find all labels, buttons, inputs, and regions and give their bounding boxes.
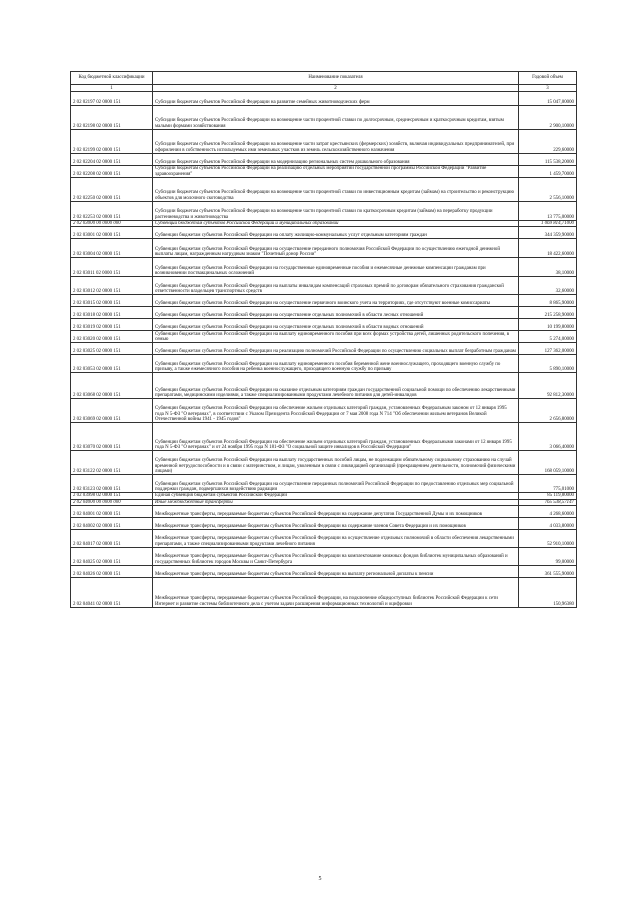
row-name: Субвенции бюджетам субъектов Российской Федерации на обеспечение жильем отдельных категорий граждан, установленных Федеральными законами от 12 января 1995 года N 5-ФЗ "О ветеранах" и от 24 ноября 1995 года N 181-ФЗ "О социальной защите инвалидов в Российской Федерации" (153, 423, 519, 451)
row-name: Межбюджетные трансферты, передаваемые бюджетам субъектов Российской Федерации на комплектование книжных фондов библиотек муниципальных образований и государственных библиотек городов Москвы и Санкт-Петербурга (153, 548, 519, 566)
table-row (71, 373, 577, 399)
row-code: 2 02 02204 02 0000 151 (71, 154, 153, 166)
row-code: 2 02 03070 02 0000 151 (71, 423, 153, 451)
row-code: 2 02 02208 02 0000 151 (71, 166, 153, 178)
row-name: Субсидии бюджетам субъектов Российской Федерации на возмещение части процентной ставки по долгосрочным, среднесрочным и краткосрочным кредитам, взятым малыми формами хозяйствования (153, 106, 519, 130)
header-number-2: 2 (153, 85, 519, 92)
table-row (71, 319, 577, 331)
row-code: 2 02 03001 02 0000 151 (71, 227, 153, 239)
row-amount: 8 865,90000 (519, 295, 577, 307)
table-row (71, 355, 577, 373)
row-amount: 85 119,80000 (519, 493, 577, 499)
table-row (71, 106, 577, 130)
row-code: 2 02 03012 02 0000 151 (71, 277, 153, 295)
table-row (71, 154, 577, 166)
row-code: 2 02 03000 00 0000 000 (71, 221, 153, 227)
table-row (71, 566, 577, 578)
header-number-1: 1 (71, 85, 153, 92)
row-name: Субсидии бюджетам субъектов Российской Федерации на возмещение части затрат крестьянских (фермерских) хозяйств, включая индивидуальных предпринимателей, при оформлении в собственность используемых ими земельных участков из земель сельскохозяйственного назначения (153, 130, 519, 154)
row-name: Межбюджетные трансферты, передаваемые бюджетам субъектов Российской Федерации, на подключение общедоступных библиотек Российской Федерации к сети Интернет и развитие системы библиотечного дела с учетом задачи расширения информационных технологий и оцифровки (153, 578, 519, 608)
row-name: Субсидии бюджетам субъектов Российской Федерации на развитие семейных животноводческих ферм (153, 92, 519, 106)
row-name: Субсидии бюджетам субъектов Российской Федерации на возмещение части процентной ставки по краткосрочным кредитам (займам) на переработку продукции растениеводства и животноводства (153, 202, 519, 221)
row-amount: 344 359,90000 (519, 227, 577, 239)
row-amount: 168 059,10000 (519, 451, 577, 475)
row-name: Субсидии бюджетам субъектов Российской Федерации на модернизацию региональных систем дошкольного образования (153, 154, 519, 166)
row-amount: 92 812,30000 (519, 373, 577, 399)
row-code: 2 02 03122 02 0000 151 (71, 451, 153, 475)
row-amount: 2 656,80000 (519, 399, 577, 423)
row-name: Субвенции бюджетам субъектов Российской Федерации на обеспечение жильем отдельных категорий граждан, установленных Федеральным законом от 12 января 1995 года N 5-ФЗ "О ветеранах", в соответствии с Указом Президента Российской Федерации от 7 мая 2008 года N 714 "Об обеспечении жильем ветеранов Великой Отечественной войны 1941 - 1945 годов" (153, 399, 519, 423)
table-row (71, 92, 577, 106)
row-code: 2 02 02197 02 0000 151 (71, 92, 153, 106)
row-code: 2 02 03123 02 0000 151 (71, 475, 153, 493)
table-row (71, 307, 577, 319)
page-number: 5 (318, 876, 322, 882)
row-code: 2 02 03998 02 0000 151 (71, 493, 153, 499)
row-amount: 127 362,00000 (519, 343, 577, 355)
row-amount: 3 066,40000 (519, 423, 577, 451)
row-amount: 150,96380 (519, 578, 577, 608)
table-row (71, 166, 577, 178)
row-code: 2 02 03018 02 0000 151 (71, 307, 153, 319)
row-name: Субвенции бюджетам субъектов Российской Федерации на оказание отдельным категориям граждан государственной социальной помощи по обеспечению лекарственными препаратами, медицинскими изделиями, а также специализированными продуктами лечебного питания для детей-инвалидов (153, 373, 519, 399)
row-name: Субвенции бюджетам субъектов Российской Федерации на осуществление переданных полномочий Российской Федерации по предоставлению отдельных мер социальной поддержки граждан, подвергшихся воздействию радиации (153, 475, 519, 493)
row-amount: 2 556,10000 (519, 178, 577, 202)
header-name: Наименование показателя (153, 72, 519, 85)
row-code: 2 02 02250 02 0000 151 (71, 178, 153, 202)
row-name: Субвенции бюджетам субъектов Российской Федерации на выплату единовременного пособия беременной жене военнослужащего, проходящего военную службу по призыву, а также ежемесячного пособия на ребенка военнослужащего, проходящего военную службу по призыву (153, 355, 519, 373)
row-code: 2 02 03068 02 0000 151 (71, 373, 153, 399)
table-row (71, 202, 577, 221)
row-amount: 5 890,10000 (519, 355, 577, 373)
row-amount: 361 555,90000 (519, 566, 577, 578)
row-name: Субвенции бюджетам субъектов Российской Федерации на оплату жилищно-коммунальных услуг отдельным категориям граждан (153, 227, 519, 239)
table-row (71, 258, 577, 277)
row-code: 2 02 02199 02 0000 151 (71, 130, 153, 154)
row-code: 2 02 03011 02 0000 151 (71, 258, 153, 277)
row-amount: 99,00000 (519, 548, 577, 566)
row-amount: 18 422,60000 (519, 239, 577, 258)
row-amount: 4 268,60000 (519, 506, 577, 518)
table-row (71, 530, 577, 548)
row-code: 2 02 03015 02 0000 151 (71, 295, 153, 307)
row-code: 2 02 03025 02 0000 151 (71, 343, 153, 355)
row-amount: 229,60000 (519, 130, 577, 154)
row-code: 2 02 04001 02 0000 151 (71, 506, 153, 518)
row-code: 2 02 03019 02 0000 151 (71, 319, 153, 331)
table-row (71, 578, 577, 608)
row-name: Межбюджетные трансферты, передаваемые бюджетам субъектов Российской Федерации на содержание депутатов Государственной Думы и их помощников (153, 506, 519, 518)
row-amount: 5 274,00000 (519, 331, 577, 343)
row-amount: 10 199,80000 (519, 319, 577, 331)
table-row (71, 295, 577, 307)
row-name: Субвенции бюджетам субъектов Российской Федерации и муниципальных образований (153, 221, 519, 227)
row-name: Межбюджетные трансферты, передаваемые бюджетам субъектов Российской Федерации на содержание членов Совета Федерации и их помощников (153, 518, 519, 530)
table-row (71, 506, 577, 518)
row-amount: 215 258,90000 (519, 307, 577, 319)
row-amount: 32,60000 (519, 277, 577, 295)
row-amount: 13 775,00000 (519, 202, 577, 221)
row-code: 2 02 02253 02 0000 151 (71, 202, 153, 221)
row-code: 2 02 02198 02 0000 151 (71, 106, 153, 130)
row-code: 2 02 04000 00 0000 000 (71, 499, 153, 505)
table-row (71, 239, 577, 258)
budget-table (70, 71, 577, 608)
row-code: 2 02 04026 02 0000 151 (71, 566, 153, 578)
row-name: Субвенции бюджетам субъектов Российской Федерации на выплату государственных пособий лицам, не подлежащим обязательному социальному страхованию на случай временной нетрудоспособности и в связи с материнством, и лицам, уволенным в связи с ликвидацией организаций (прекращением деятельности, полномочий физическими лицами) (153, 451, 519, 475)
row-name: Иные межбюджетные трансферты (153, 499, 519, 505)
table-row (71, 451, 577, 475)
row-name: Субвенции бюджетам субъектов Российской Федерации на осуществление переданного полномочия Российской Федерации по осуществлению ежегодной денежной выплаты лицам, награжденным нагрудным знаком "Почетный донор России" (153, 239, 519, 258)
row-name: Субвенции бюджетам субъектов Российской Федерации на осуществление отдельных полномочий в области лесных отношений (153, 307, 519, 319)
table-row (71, 518, 577, 530)
row-name: Субвенции бюджетам субъектов Российской Федерации на государственные единовременные пособия и ежемесячные денежные компенсации гражданам при возникновении поствакцинальных осложнений (153, 258, 519, 277)
row-amount: 38,10000 (519, 258, 577, 277)
row-amount: 115 538,20000 (519, 154, 577, 166)
table-row (71, 548, 577, 566)
row-name: Межбюджетные трансферты, передаваемые бюджетам субъектов Российской Федерации на выплату региональной доплаты к пенсии (153, 566, 519, 578)
row-name: Межбюджетные трансферты, передаваемые бюджетам субъектов Российской Федерации на осуществление отдельных полномочий в области обеспечения лекарственными препаратами, а также специализированными продуктами лечебного питания (153, 530, 519, 548)
row-amount: 4 033,80000 (519, 518, 577, 530)
row-name: Субвенции бюджетам субъектов Российской Федерации на выплату единовременного пособия при всех формах устройства детей, лишенных родительского попечения, в семью (153, 331, 519, 343)
table-row (71, 130, 577, 154)
row-code: 2 02 03053 02 0000 151 (71, 355, 153, 373)
row-code: 2 02 04017 02 0000 151 (71, 530, 153, 548)
table-row (71, 277, 577, 295)
row-name: Субвенции бюджетам субъектов Российской Федерации на осуществление первичного воинского учета на территориях, где отсутствуют военные комиссариаты (153, 295, 519, 307)
row-code: 2 02 03004 02 0000 151 (71, 239, 153, 258)
row-amount: 1 069 814,71000 (519, 221, 577, 227)
header-number-3: 3 (519, 85, 577, 92)
row-code: 2 02 03069 02 0000 151 (71, 399, 153, 423)
table-row (71, 331, 577, 343)
row-name: Субвенции бюджетам субъектов Российской Федерации на реализацию полномочий Российской Федерации по осуществлению социальных выплат безработным гражданам (153, 343, 519, 355)
table-row (71, 475, 577, 493)
row-code: 2 02 04025 02 0000 151 (71, 548, 153, 566)
table-row (71, 227, 577, 239)
row-name: Единая субвенция бюджетам субъектов Российской Федерации (153, 493, 519, 499)
row-code: 2 02 03020 02 0000 151 (71, 331, 153, 343)
table-row (71, 399, 577, 423)
row-amount: 765 538,57147 (519, 499, 577, 505)
table-row (71, 178, 577, 202)
row-amount: 775,01000 (519, 475, 577, 493)
row-code: 2 02 04041 02 0000 151 (71, 578, 153, 608)
row-amount: 2 900,10000 (519, 106, 577, 130)
header-amount: Годовой объем (519, 72, 577, 85)
row-name: Субвенции бюджетам субъектов Российской Федерации на осуществление отдельных полномочий в области водных отношений (153, 319, 519, 331)
row-name: Субвенции бюджетам субъектов Российской Федерации на выплаты инвалидам компенсаций страховых премий по договорам обязательного страхования гражданской ответственности владельцев транспортных средств (153, 277, 519, 295)
header-code: Код бюджетной классификации (71, 72, 153, 85)
row-name: Субсидии бюджетам субъектов Российской Федерации на возмещение части процентной ставки по инвестиционным кредитам (займам) на строительство и реконструкцию объектов для молочного скотоводства (153, 178, 519, 202)
row-amount: 1 459,70000 (519, 166, 577, 178)
table-row (71, 343, 577, 355)
table-body (71, 92, 577, 608)
row-amount: 52 910,10000 (519, 530, 577, 548)
table-row (71, 423, 577, 451)
row-code: 2 02 04002 02 0000 151 (71, 518, 153, 530)
table-header (71, 72, 577, 92)
row-name: Субсидии бюджетам субъектов Российской Федерации на реализацию отдельных мероприятий государственной программы Российской Федерации "Развитие здравоохранения" (153, 166, 519, 178)
row-amount: 15 047,00000 (519, 92, 577, 106)
